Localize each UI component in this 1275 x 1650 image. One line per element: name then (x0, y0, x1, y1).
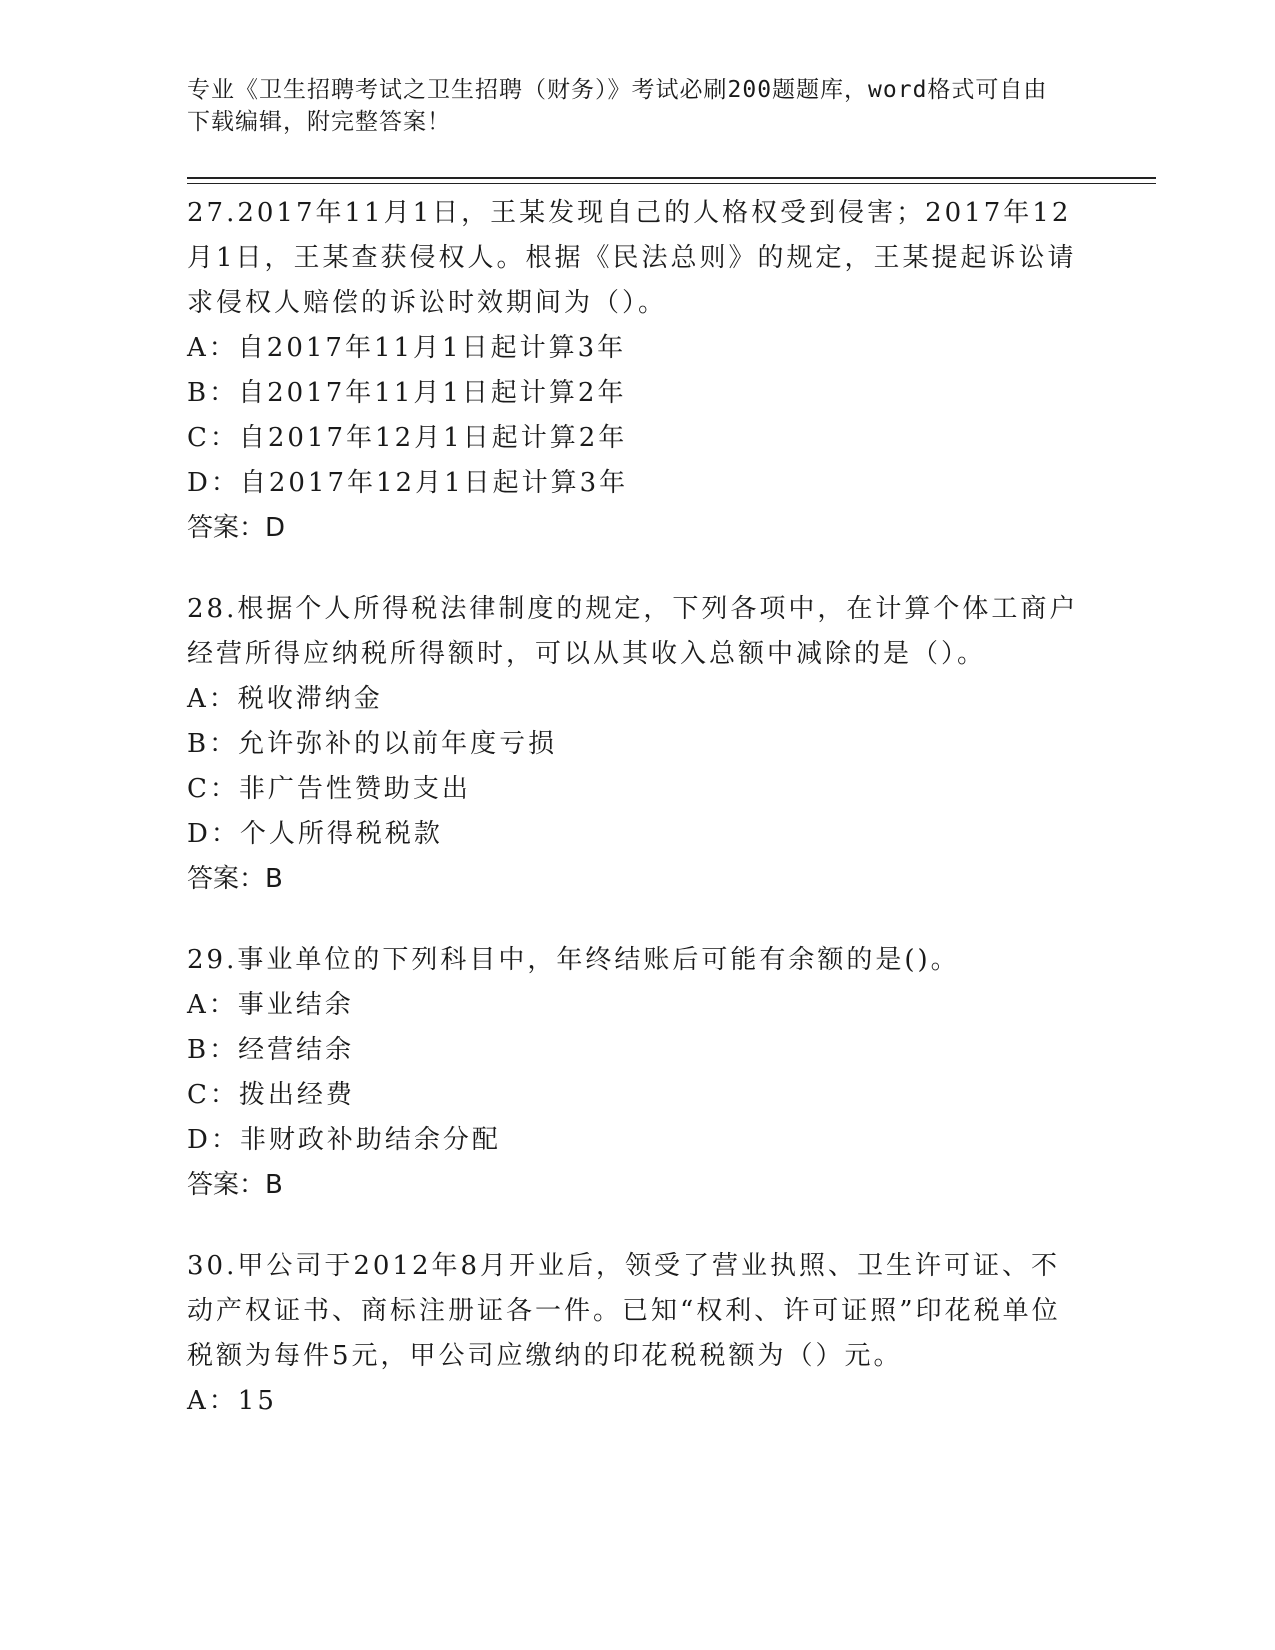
question-list (187, 191, 1087, 1460)
option-a: A：自2017年11月1日起计算3年 (187, 333, 627, 363)
question-28 (187, 587, 1087, 902)
question-27 (187, 191, 1087, 551)
option-b: B：允许弥补的以前年度亏损 (187, 729, 558, 759)
header-divider-thick (187, 177, 1156, 179)
question-text: 28.根据个人所得税法律制度的规定，下列各项中，在计算个体工商户经营所得应纳税所得额时，可以从其收入总额中减除的是（）。 (187, 594, 1079, 669)
question-text: 29.事业单位的下列科目中，年终结账后可能有余额的是()。 (187, 945, 960, 975)
answer-label: 答案：B (187, 1170, 283, 1200)
question-text: 30.甲公司于2012年8月开业后，领受了营业执照、卫生许可证、不动产权证书、商标注册证各一件。已知“权利、许可证照”印花税单位税额为每件5元，甲公司应缴纳的印花税税额为（）元。 (187, 1251, 1061, 1371)
option-d: D：非财政补助结余分配 (187, 1125, 501, 1155)
question-29 (187, 938, 1087, 1208)
option-d: D：个人所得税税款 (187, 819, 443, 849)
option-c: C：自2017年12月1日起计算2年 (187, 423, 628, 453)
option-b: B：经营结余 (187, 1035, 355, 1065)
document-header: 专业《卫生招聘考试之卫生招聘（财务）》考试必刷200题题库，word格式可自由下载编辑，附完整答案！ (187, 77, 1048, 135)
answer-label: 答案：D (187, 513, 286, 543)
header-divider-thin (187, 183, 1156, 184)
option-a: A：15 (187, 1386, 277, 1416)
answer-label: 答案：B (187, 864, 283, 894)
question-30 (187, 1244, 1087, 1424)
option-d: D：自2017年12月1日起计算3年 (187, 468, 629, 498)
option-c: C：非广告性赞助支出 (187, 774, 471, 804)
option-a: A：事业结余 (187, 990, 354, 1020)
option-a: A：税收滞纳金 (187, 684, 383, 714)
option-c: C：拨出经费 (187, 1080, 355, 1110)
option-b: B：自2017年11月1日起计算2年 (187, 378, 627, 408)
question-text: 27.2017年11月1日，王某发现自己的人格权受到侵害；2017年12月1日，王某查获侵权人。根据《民法总则》的规定，王某提起诉讼请求侵权人赔偿的诉讼时效期间为（）。 (187, 198, 1077, 318)
